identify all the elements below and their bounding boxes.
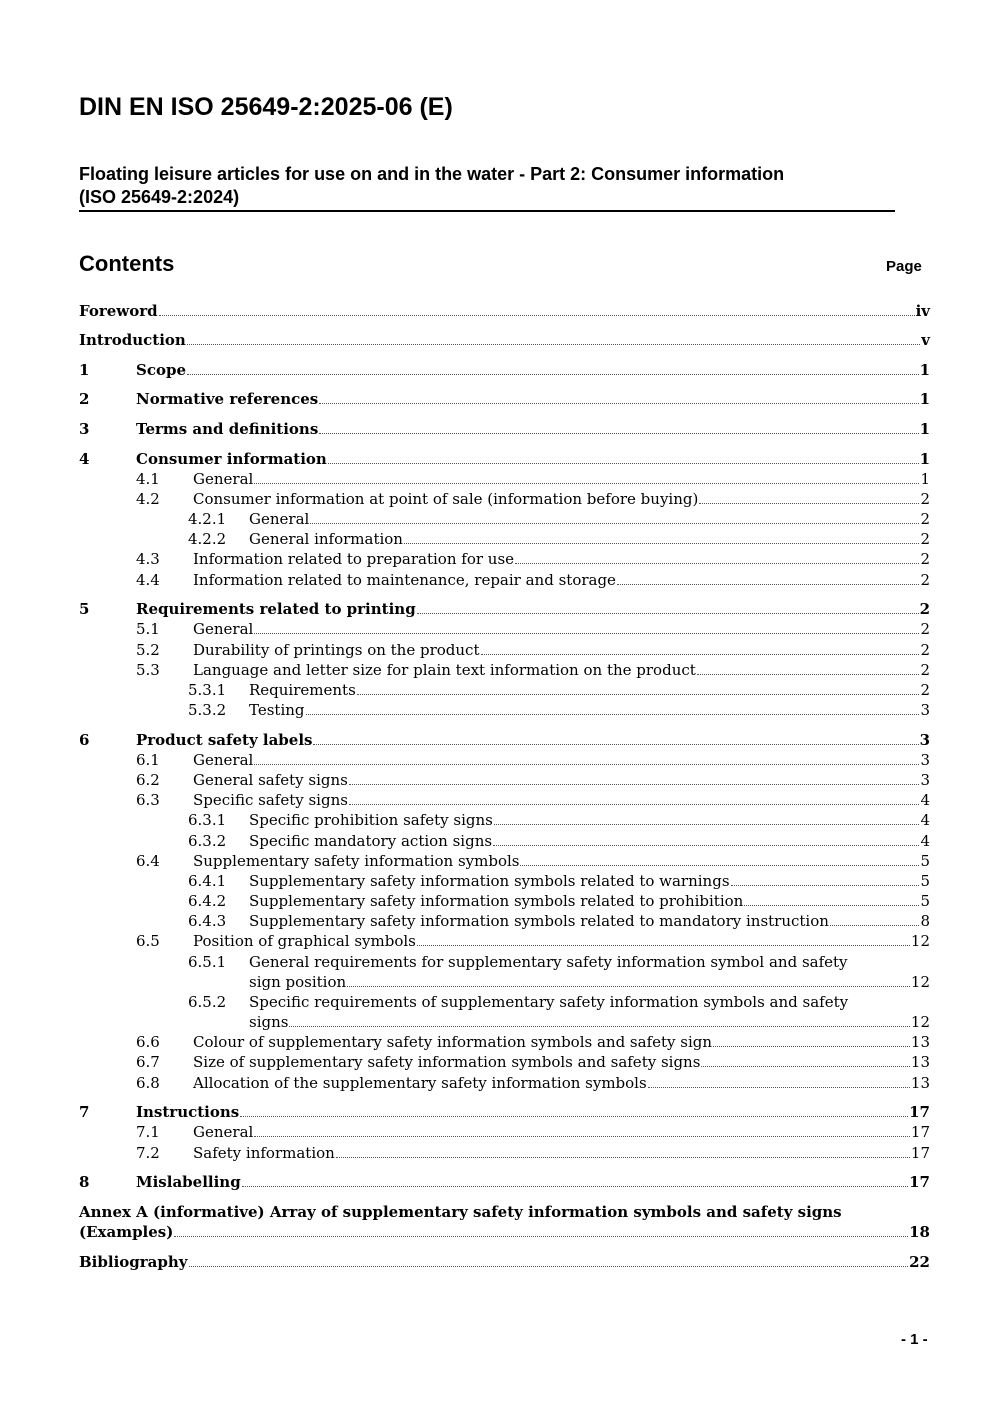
toc-entry-title: Mislabelling (136, 1173, 241, 1191)
toc-entry-title: General safety signs (193, 771, 348, 789)
toc-entry-title-continued: (Examples) (79, 1223, 174, 1241)
toc-entry-title: Testing (249, 701, 305, 719)
toc-entry-page: 3 (920, 751, 930, 769)
toc-entry-page: 2 (920, 641, 930, 659)
toc-entry-number: 6.5.2 (188, 993, 227, 1011)
toc-entry-title: Normative references (136, 390, 319, 408)
toc-entry-title: Colour of supplementary safety information symbols and safety sign (193, 1033, 713, 1051)
toc-leader-dots (520, 864, 919, 866)
toc-entry-page: 3 (920, 771, 930, 789)
toc-entry-page: 17 (910, 1144, 930, 1162)
toc-entry-page: 18 (909, 1223, 930, 1241)
toc-leader-dots (731, 884, 920, 886)
toc-entry-title: General (193, 470, 254, 488)
toc-leader-dots (515, 562, 919, 564)
toc-entry-page: 12 (910, 932, 930, 950)
toc-entry-title: Supplementary safety information symbols (193, 852, 520, 870)
toc-entry-page: 1 (919, 361, 930, 379)
toc-entry-number: 6.6 (136, 1033, 160, 1051)
toc-entry-page: 1 (919, 450, 930, 468)
toc-entry-title: Supplementary safety information symbols related to prohibition (249, 892, 744, 910)
toc-entry-number: 4.2.1 (188, 510, 227, 528)
toc-entry-number: 7.1 (136, 1123, 160, 1141)
toc-leader-dots (494, 823, 920, 825)
toc-entry-number: 8 (79, 1173, 90, 1191)
toc-leader-dots (830, 924, 920, 926)
toc-entry-number: 6.3.1 (188, 811, 227, 829)
toc-entry-number: 6.8 (136, 1074, 160, 1092)
toc-entry-title: General requirements for supplementary safety information symbol and safety (249, 953, 848, 971)
toc-leader-dots (357, 693, 920, 695)
toc-entry-number: 6.1 (136, 751, 160, 769)
toc-entry-page: 5 (920, 892, 930, 910)
toc-entry-number: 4.1 (136, 470, 160, 488)
toc-entry-title: Instructions (136, 1103, 240, 1121)
toc-entry-page: 22 (909, 1253, 930, 1271)
toc-entry-number: 4.2.2 (188, 530, 227, 548)
toc-entry-number: 6.4 (136, 852, 160, 870)
toc-leader-dots (174, 1235, 908, 1237)
toc-entry-number: 5.3 (136, 661, 160, 679)
toc-entry-page: 17 (910, 1123, 930, 1141)
toc-entry-page: 2 (920, 510, 930, 528)
toc-entry-page: 2 (920, 661, 930, 679)
toc-entry-title: Requirements (249, 681, 356, 699)
toc-entry-page: 1 (920, 470, 930, 488)
toc-leader-dots (336, 1156, 910, 1158)
toc-entry-page: 2 (920, 490, 930, 508)
toc-entry-title: Supplementary safety information symbols related to mandatory instruction (249, 912, 829, 930)
toc-leader-dots (319, 432, 918, 434)
toc-entry-page: 12 (910, 1013, 930, 1031)
toc-leader-dots (240, 1115, 908, 1117)
toc-entry-number: 6.4.3 (188, 912, 227, 930)
toc-entry-title: Consumer information (136, 450, 327, 468)
toc-leader-dots (313, 743, 918, 745)
toc-leader-dots (347, 985, 910, 987)
toc-entry-title: General (193, 1123, 254, 1141)
toc-leader-dots (254, 482, 919, 484)
toc-leader-dots (328, 462, 919, 464)
toc-leader-dots (481, 653, 920, 655)
toc-entry-number: 6.3 (136, 791, 160, 809)
toc-entry-number: 4 (79, 450, 90, 468)
toc-entry-title: General (249, 510, 310, 528)
toc-entry-number: 5.2 (136, 641, 160, 659)
subtitle-line-2: (ISO 25649-2:2024) (79, 187, 240, 207)
toc-entry-page: 1 (919, 390, 930, 408)
toc-leader-dots (744, 904, 919, 906)
toc-entry-page: 4 (920, 791, 930, 809)
toc-entry-number: 5 (79, 600, 90, 618)
toc-entry-number: 4.4 (136, 571, 160, 589)
toc-leader-dots (404, 542, 919, 544)
toc-entry-page: 4 (920, 832, 930, 850)
toc-entry-number: 6 (79, 731, 90, 749)
toc-entry-title: Specific prohibition safety signs (249, 811, 493, 829)
toc-leader-dots (713, 1045, 910, 1047)
subtitle-line-1: Floating leisure articles for use on and in the water - Part 2: Consumer information (79, 164, 785, 184)
toc-entry-number: 7 (79, 1103, 90, 1121)
toc-entry-page: 17 (909, 1103, 930, 1121)
toc-entry-page: 13 (910, 1033, 930, 1051)
toc-entry-title: Foreword (79, 302, 158, 320)
toc-entry-title: Allocation of the supplementary safety information symbols (193, 1074, 647, 1092)
toc-entry-number: 6.4.1 (188, 872, 227, 890)
toc-entry-title: Specific requirements of supplementary safety information symbols and safety (249, 993, 849, 1011)
toc-leader-dots (417, 612, 919, 614)
toc-leader-dots (648, 1086, 910, 1088)
toc-leader-dots (306, 713, 920, 715)
toc-entry-page: 2 (920, 571, 930, 589)
toc-entry-page: 17 (909, 1173, 930, 1191)
toc-entry-title: Bibliography (79, 1253, 188, 1271)
toc-entry-title: Annex A (informative) Array of supplementary safety information symbols and safety signs (79, 1203, 842, 1221)
toc-entry-number: 2 (79, 390, 90, 408)
toc-entry-page: 2 (920, 530, 930, 548)
toc-leader-dots (289, 1025, 909, 1027)
toc-entry-title: Language and letter size for plain text information on the product (193, 661, 696, 679)
toc-leader-dots (242, 1185, 908, 1187)
toc-entry-page: 12 (910, 973, 930, 991)
page-column-label: Page (886, 258, 922, 275)
toc-leader-dots (187, 343, 920, 345)
toc-entry-page: 2 (920, 681, 930, 699)
toc-leader-dots (254, 632, 919, 634)
toc-entry-title: Size of supplementary safety information symbols and safety signs (193, 1053, 701, 1071)
toc-entry-title: Requirements related to printing (136, 600, 416, 618)
toc-entry-title: Safety information (193, 1144, 335, 1162)
toc-entry-title-continued: signs (249, 1013, 289, 1031)
toc-leader-dots (319, 402, 918, 404)
toc-entry-page: 2 (920, 550, 930, 568)
toc-entry-page: iv (915, 302, 930, 320)
toc-leader-dots (697, 673, 920, 675)
toc-entry-title: Supplementary safety information symbols related to warnings (249, 872, 730, 890)
toc-entry-title: Terms and definitions (136, 420, 319, 438)
toc-leader-dots (349, 783, 920, 785)
toc-entry-title: Introduction (79, 331, 186, 349)
toc-entry-page: 2 (920, 620, 930, 638)
toc-entry-title: Specific safety signs (193, 791, 348, 809)
toc-entry-page: 13 (910, 1074, 930, 1092)
toc-entry-page: 3 (919, 731, 930, 749)
toc-entry-number: 5.3.1 (188, 681, 227, 699)
toc-entry-number: 6.5 (136, 932, 160, 950)
toc-leader-dots (617, 583, 920, 585)
toc-entry-page: 4 (920, 811, 930, 829)
toc-entry-title: Information related to maintenance, repair and storage (193, 571, 616, 589)
toc-entry-title: General information (249, 530, 403, 548)
toc-entry-title: Position of graphical symbols (193, 932, 416, 950)
document-title: DIN EN ISO 25649-2:2025-06 (E) (79, 93, 453, 121)
toc-entry-number: 3 (79, 420, 90, 438)
toc-leader-dots (310, 522, 919, 524)
toc-entry-number: 6.7 (136, 1053, 160, 1071)
toc-entry-page: 5 (920, 852, 930, 870)
toc-entry-number: 6.5.1 (188, 953, 227, 971)
toc-leader-dots (417, 944, 910, 946)
page-number: - 1 - (901, 1331, 928, 1348)
toc-leader-dots (349, 803, 920, 805)
toc-entry-title-continued: sign position (249, 973, 347, 991)
toc-entry-title: Information related to preparation for use (193, 550, 515, 568)
toc-leader-dots (699, 502, 919, 504)
toc-entry-page: 5 (920, 872, 930, 890)
toc-entry-title: Specific mandatory action signs (249, 832, 493, 850)
toc-entry-number: 1 (79, 361, 90, 379)
toc-entry-number: 6.4.2 (188, 892, 227, 910)
toc-entry-page: 8 (920, 912, 930, 930)
toc-entry-page: v (921, 331, 930, 349)
toc-leader-dots (187, 373, 919, 375)
toc-leader-dots (254, 1135, 910, 1137)
toc-entry-title: Durability of printings on the product (193, 641, 480, 659)
toc-entry-title: General (193, 751, 254, 769)
toc-entry-number: 6.2 (136, 771, 160, 789)
toc-entry-title: General (193, 620, 254, 638)
toc-entry-page: 2 (919, 600, 930, 618)
toc-leader-dots (159, 314, 915, 316)
toc-entry-number: 4.2 (136, 490, 160, 508)
toc-entry-page: 13 (910, 1053, 930, 1071)
toc-entry-title: Product safety labels (136, 731, 313, 749)
toc-entry-number: 7.2 (136, 1144, 160, 1162)
toc-entry-page: 3 (920, 701, 930, 719)
toc-entry-number: 5.1 (136, 620, 160, 638)
toc-leader-dots (189, 1265, 909, 1267)
toc-entry-page: 1 (919, 420, 930, 438)
toc-entry-title: Scope (136, 361, 187, 379)
toc-entry-number: 5.3.2 (188, 701, 227, 719)
contents-heading: Contents (79, 251, 175, 276)
toc-leader-dots (254, 763, 919, 765)
toc-entry-number: 4.3 (136, 550, 160, 568)
toc-leader-dots (701, 1065, 909, 1067)
toc-entry-title: Consumer information at point of sale (information before buying) (193, 490, 699, 508)
toc-leader-dots (493, 844, 919, 846)
toc-entry-number: 6.3.2 (188, 832, 227, 850)
